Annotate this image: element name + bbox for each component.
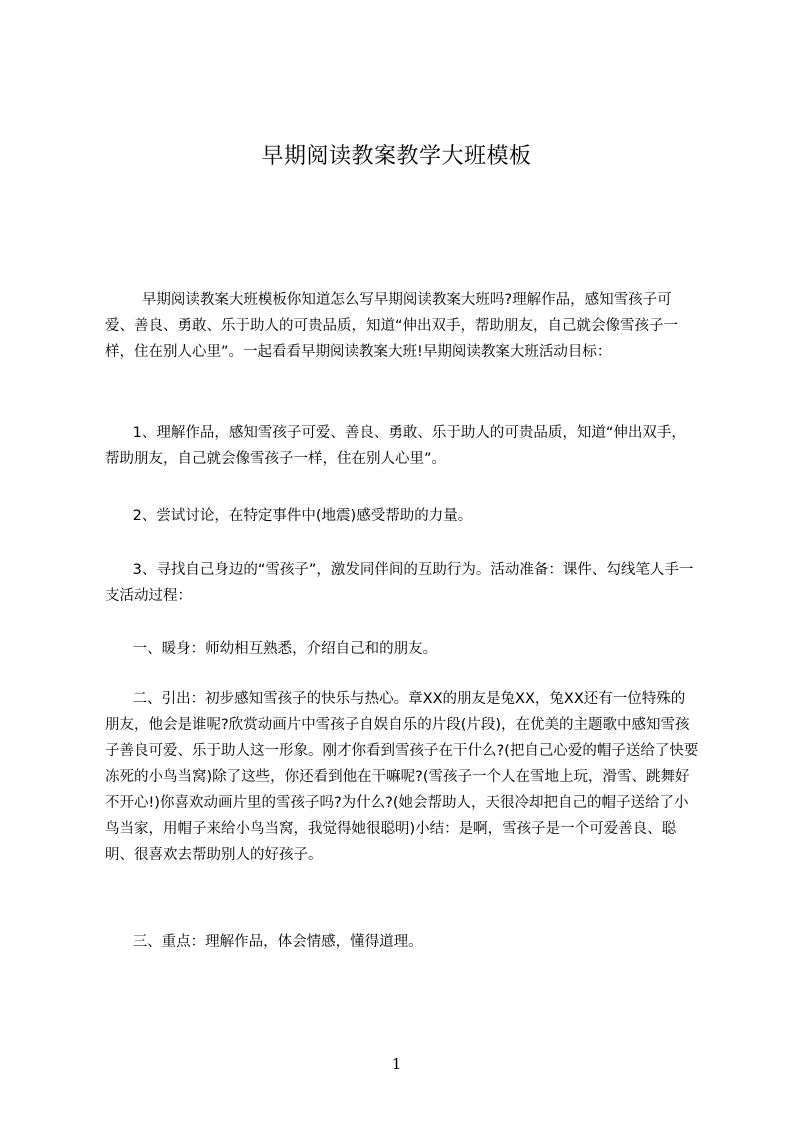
goal-2-paragraph: 2、尝试讨论，在特定事件中(地震)感受帮助的力量。	[105, 508, 473, 524]
goal-1-paragraph: 1、理解作品，感知雪孩子可爱、善良、勇敢、乐于助人的可贵品质，知道“伸出双手，帮助朋友，自己就会像雪孩子一样，住在别人心里”。	[105, 425, 686, 467]
page-number: 1	[391, 1055, 402, 1073]
goal-3-paragraph: 3、寻找自己身边的“雪孩子”，激发同伴间的互助行为。活动准备：课件、勾线笔人手一支活动过程：	[105, 562, 694, 604]
step-intro-paragraph: 二、引出：初步感知雪孩子的快乐与热心。章XX的朋友是兔XX，兔XX还有一位特殊的朋友，他会是谁呢?欣赏动画片中雪孩子自娱自乐的片段(片段)，在优美的主题歌中感知雪孩子善良可爱、乐于助人这一形象。刚才你看到雪孩子在干什么?(把自己心爱的帽子送给了快要冻死的小鸟当窝)除了这些，你还看到他在干嘛呢?(雪孩子一个人在雪地上玩，滑雪、跳舞好不开心!)你喜欢动画片里的雪孩子吗?为什么?(她会帮助人，天很冷却把自己的帽子送给了小鸟当家，用帽子来给小鸟当窝，我觉得她很聪明)小结：是啊，雪孩子是一个可爱善良、聪明、很喜欢去帮助别人的好孩子。	[105, 691, 699, 863]
step-key-point-paragraph: 三、重点：理解作品，体会情感，懂得道理。	[105, 934, 423, 950]
intro-paragraph: 早期阅读教案大班模板你知道怎么写早期阅读教案大班吗?理解作品，感知雪孩子可爱、善良、勇敢、乐于助人的可贵品质，知道“伸出双手，帮助朋友，自己就会像雪孩子一样，住在别人心里”。一起看看早期阅读教案大班!早期阅读教案大班活动目标：	[105, 292, 679, 360]
step-warmup-paragraph: 一、暖身：师幼相互熟悉，介绍自己和的朋友。	[105, 641, 438, 657]
document-title: 早期阅读教案教学大班模板	[261, 144, 532, 169]
